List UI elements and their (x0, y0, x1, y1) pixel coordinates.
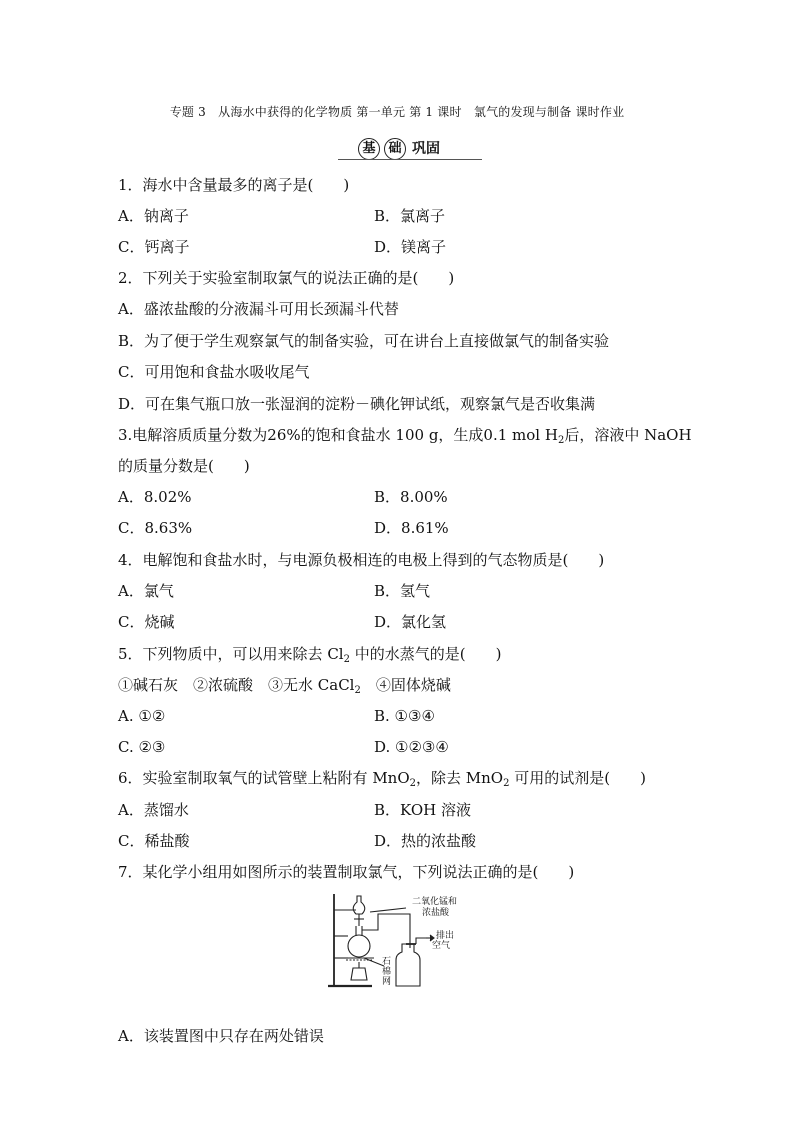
section-rule (338, 159, 482, 160)
question-2-option-b: B．为了便于学生观察氯气的制备实验，可在讲台上直接做氯气的制备实验 (118, 332, 610, 350)
section-title: 巩固 (412, 141, 440, 157)
figure-label-reagent-line-1: 二氧化锰和 (412, 897, 458, 907)
question-5-stem-subscript: 2 (343, 654, 350, 665)
question-6-option-b: B．KOH 溶液 (374, 801, 471, 819)
question-3-stem-text-b: 后，溶液中 NaOH (564, 426, 692, 444)
question-3-stem-subscript: 2 (557, 435, 565, 446)
question-2-stem: 2．下列关于实验室制取氯气的说法正确的是( ) (118, 269, 455, 287)
figure-label-mesh-3: 网 (382, 977, 392, 987)
question-3-option-b: B．8.00% (374, 488, 448, 506)
question-2-option-a: A．盛浓盐酸的分液漏斗可用长颈漏斗代替 (118, 300, 399, 318)
question-5-option-a: A. ①② (118, 707, 166, 725)
question-5-option-b: B. ①③④ (374, 707, 435, 725)
question-6-stem (118, 768, 646, 794)
figure-label-outlet-line-1: 排出 (436, 931, 455, 941)
question-3-option-c: C．8.63% (118, 519, 193, 537)
question-6-option-a: A．蒸馏水 (118, 801, 189, 819)
question-4-option-c: C．烧碱 (118, 613, 175, 631)
figure-label-reagent-line-2: 浓盐酸 (422, 908, 450, 918)
section-circled-char-1: 基 (358, 138, 380, 160)
question-5-stem-text-a: 5．下列物质中，可以用来除去 Cl (118, 645, 344, 663)
page-header: 专题 3 从海水中获得的化学物质 第一单元 第 1 课时 氯气的发现与制备 课时作业 (169, 105, 625, 119)
question-3-stem-line-2: 的质量分数是( ) (118, 457, 250, 475)
question-5-stem-text-b: 中的水蒸气的是( ) (349, 645, 502, 663)
chlorine-apparatus-figure (326, 890, 476, 992)
question-5-stem (118, 644, 501, 670)
question-5-option-c: C. ②③ (118, 738, 166, 756)
question-6-option-d: D．热的浓盐酸 (374, 832, 477, 850)
question-1-option-a: A．钠离子 (118, 207, 189, 225)
question-5-option-d: D. ①②③④ (374, 738, 449, 756)
question-2-option-c: C．可用饱和食盐水吸收尾气 (118, 363, 310, 381)
question-3-stem-text-a: 3.电解溶质质量分数为26%的饱和食盐水 100 g，生成0.1 mol H (118, 426, 558, 444)
question-3-stem-line-1 (118, 425, 692, 451)
question-2-option-d: D．可在集气瓶口放一张湿润的淀粉－碘化钾试纸，观察氯气是否收集满 (118, 395, 596, 413)
section-circled-char-2: 础 (384, 138, 406, 160)
question-1-option-b: B．氯离子 (374, 207, 446, 225)
figure-label-mesh-2: 棉 (382, 967, 392, 977)
question-4-option-a: A．氯气 (118, 582, 174, 600)
question-3-option-d: D．8.61% (374, 519, 449, 537)
question-6-stem-text-a: 6．实验室制取氧气的试管壁上粘附有 MnO (118, 769, 410, 787)
figure-label-outlet-line-2: 空气 (432, 941, 451, 951)
question-1-option-c: C．钙离子 (118, 238, 190, 256)
question-1-option-d: D．镁离子 (374, 238, 447, 256)
question-6-stem-subscript-1: 2 (409, 778, 417, 789)
question-4-option-d: D．氯化氢 (374, 613, 447, 631)
question-3-option-a: A．8.02% (118, 488, 192, 506)
question-7-stem: 7．某化学小组用如图所示的装置制取氯气，下列说法正确的是( ) (118, 863, 575, 881)
section-tag (358, 138, 468, 160)
question-4-option-b: B．氢气 (374, 582, 431, 600)
question-5-items (118, 675, 451, 701)
question-5-items-text-a: ①碱石灰 ②浓硫酸 ③无水 CaCl (118, 676, 355, 694)
question-6-stem-text-b: ，除去 MnO (416, 769, 504, 787)
figure-label-mesh-1: 石 (382, 957, 392, 967)
question-7-option-a: A．该装置图中只存在两处错误 (118, 1027, 324, 1045)
question-6-stem-text-c: 可用的试剂是( ) (509, 769, 646, 787)
question-4-stem: 4．电解饱和食盐水时，与电源负极相连的电极上得到的气态物质是( ) (118, 551, 605, 569)
question-5-items-subscript: 2 (354, 685, 361, 696)
question-1-stem: 1．海水中含量最多的离子是( ) (118, 176, 350, 194)
question-6-stem-subscript-2: 2 (503, 778, 510, 789)
question-5-items-text-b: ④固体烧碱 (360, 676, 451, 694)
question-6-option-c: C．稀盐酸 (118, 832, 190, 850)
